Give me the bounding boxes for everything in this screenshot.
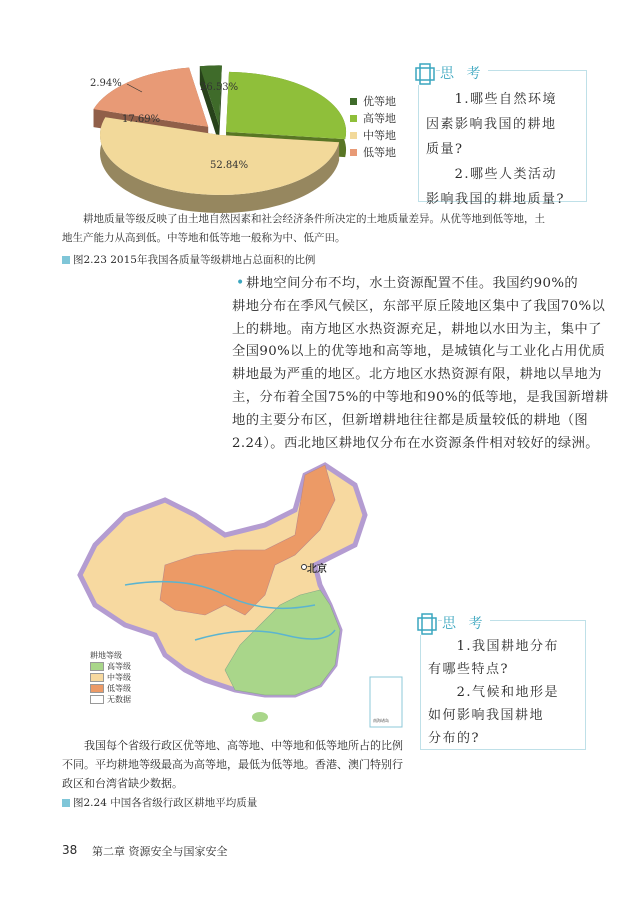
- legend-label: 低等地: [363, 146, 396, 159]
- map-legend-item: [90, 694, 131, 705]
- think-line: 2.哪些人类活动: [454, 167, 557, 182]
- think-icon: [416, 613, 438, 635]
- legend-swatch: [350, 98, 357, 105]
- think-line: 因素影响我国的耕地: [426, 117, 557, 132]
- pie-data-label: 26.53%: [200, 82, 239, 93]
- pie-legend-item: [350, 144, 396, 160]
- think-line: 质量?: [426, 142, 464, 157]
- think-box-1: [418, 66, 587, 207]
- pie-legend-item: [350, 93, 396, 109]
- think-title: 思 考: [440, 63, 488, 83]
- legend-swatch: [90, 684, 104, 693]
- think-line: 如何影响我国耕地: [428, 708, 545, 723]
- legend-label: 高等地: [363, 112, 396, 125]
- pie-chart: [60, 60, 350, 220]
- caption-line: 地生产能力从高到低。中等地和低等地一般称为中、低产田。: [62, 232, 346, 244]
- caption-line: 我国每个省级行政区优等地、高等地、中等地和低等地所占的比例: [84, 739, 403, 752]
- legend-swatch: [90, 695, 104, 704]
- city-label: 北京: [307, 564, 327, 575]
- body-text-line: 耕地最为严重的地区。北方地区水热资源有限，耕地以旱地为: [232, 367, 602, 383]
- body-text-line: 耕地分布在季风气候区，东部平原丘陵地区集中了我国70%以: [232, 298, 606, 314]
- think-line: 有哪些特点?: [428, 662, 509, 677]
- body-text-line: 全国90%以上的优等地和高等地，是城镇化与工业化占用优质: [232, 344, 606, 360]
- think-box-2: [420, 616, 586, 750]
- page-number: 38: [62, 843, 78, 857]
- pie-legend-item: [350, 110, 396, 126]
- map-legend-title: 耕地等级: [90, 651, 122, 660]
- legend-label: 高等级: [107, 662, 131, 671]
- figure-caption-2-24: [62, 795, 257, 810]
- think-line: 影响我国的耕地质量?: [426, 192, 565, 207]
- legend-label: 中等级: [107, 673, 131, 682]
- think-title: 思 考: [442, 613, 490, 633]
- think-line: 分布的?: [428, 731, 480, 746]
- pie-slice-高等地: [226, 72, 346, 139]
- pie-legend: [350, 93, 420, 163]
- think-line: 1.我国耕地分布: [456, 639, 559, 654]
- body-text-line: 地的主要分布区，但新增耕地往往都是质量较低的耕地（图: [232, 412, 589, 428]
- inset-label: 南海诸岛: [373, 718, 389, 723]
- figure-label: 图2.23 2015年我国各质量等级耕地占总面积的比例: [73, 254, 316, 266]
- body-text-line: 上的耕地。南方地区水热资源充足，耕地以水田为主，集中了: [232, 321, 602, 337]
- legend-label: 无数据: [107, 695, 131, 704]
- legend-swatch: [350, 149, 357, 156]
- caption-line: 政区和台湾省缺少数据。: [62, 777, 183, 790]
- legend-label: 低等级: [107, 684, 131, 693]
- figure-label: 图2.24 中国各省级行政区耕地平均质量: [73, 797, 258, 809]
- pie-data-label: 52.84%: [210, 160, 249, 171]
- beijing-marker: [302, 565, 307, 570]
- body-text-line: 2.24）。西北地区耕地仅分布在水资源条件相对较好的绿洲。: [232, 435, 599, 451]
- map-legend-item: [90, 672, 131, 683]
- think-line: 1.哪些自然环境: [454, 92, 557, 107]
- legend-label: 优等地: [363, 95, 396, 108]
- bullet-icon: •: [236, 275, 245, 291]
- map-legend: [90, 650, 131, 705]
- legend-swatch: [90, 662, 104, 671]
- think-line: 2.气候和地形是: [456, 685, 559, 700]
- pie-legend-item: [350, 127, 396, 143]
- chapter-title: 第二章 资源安全与国家安全: [92, 845, 228, 858]
- legend-swatch: [350, 132, 357, 139]
- map-legend-item: [90, 661, 131, 672]
- think-icon: [414, 63, 436, 85]
- caption-line: 不同。平均耕地等级最高为高等地，最低为低等地。香港、澳门特别行: [62, 758, 403, 771]
- body-text-line: 主，分布着全国75%的中等地和90%的低等地，是我国新增耕: [232, 390, 609, 405]
- body-text-line: 耕地空间分布不均，水土资源配置不佳。我国约90%的: [246, 276, 579, 291]
- legend-swatch: [350, 115, 357, 122]
- pie-data-label: 17.69%: [122, 114, 161, 125]
- legend-swatch: [90, 673, 104, 682]
- caption-line: 耕地质量等级反映了由土地自然因素和社会经济条件所决定的土地质量差异。从优等地到低等地，土: [83, 213, 545, 225]
- map-legend-item: [90, 683, 131, 694]
- hainan: [252, 712, 268, 722]
- figure-caption-2-23: [62, 252, 315, 267]
- pie-data-label: 2.94%: [90, 78, 122, 89]
- legend-label: 中等地: [363, 129, 396, 142]
